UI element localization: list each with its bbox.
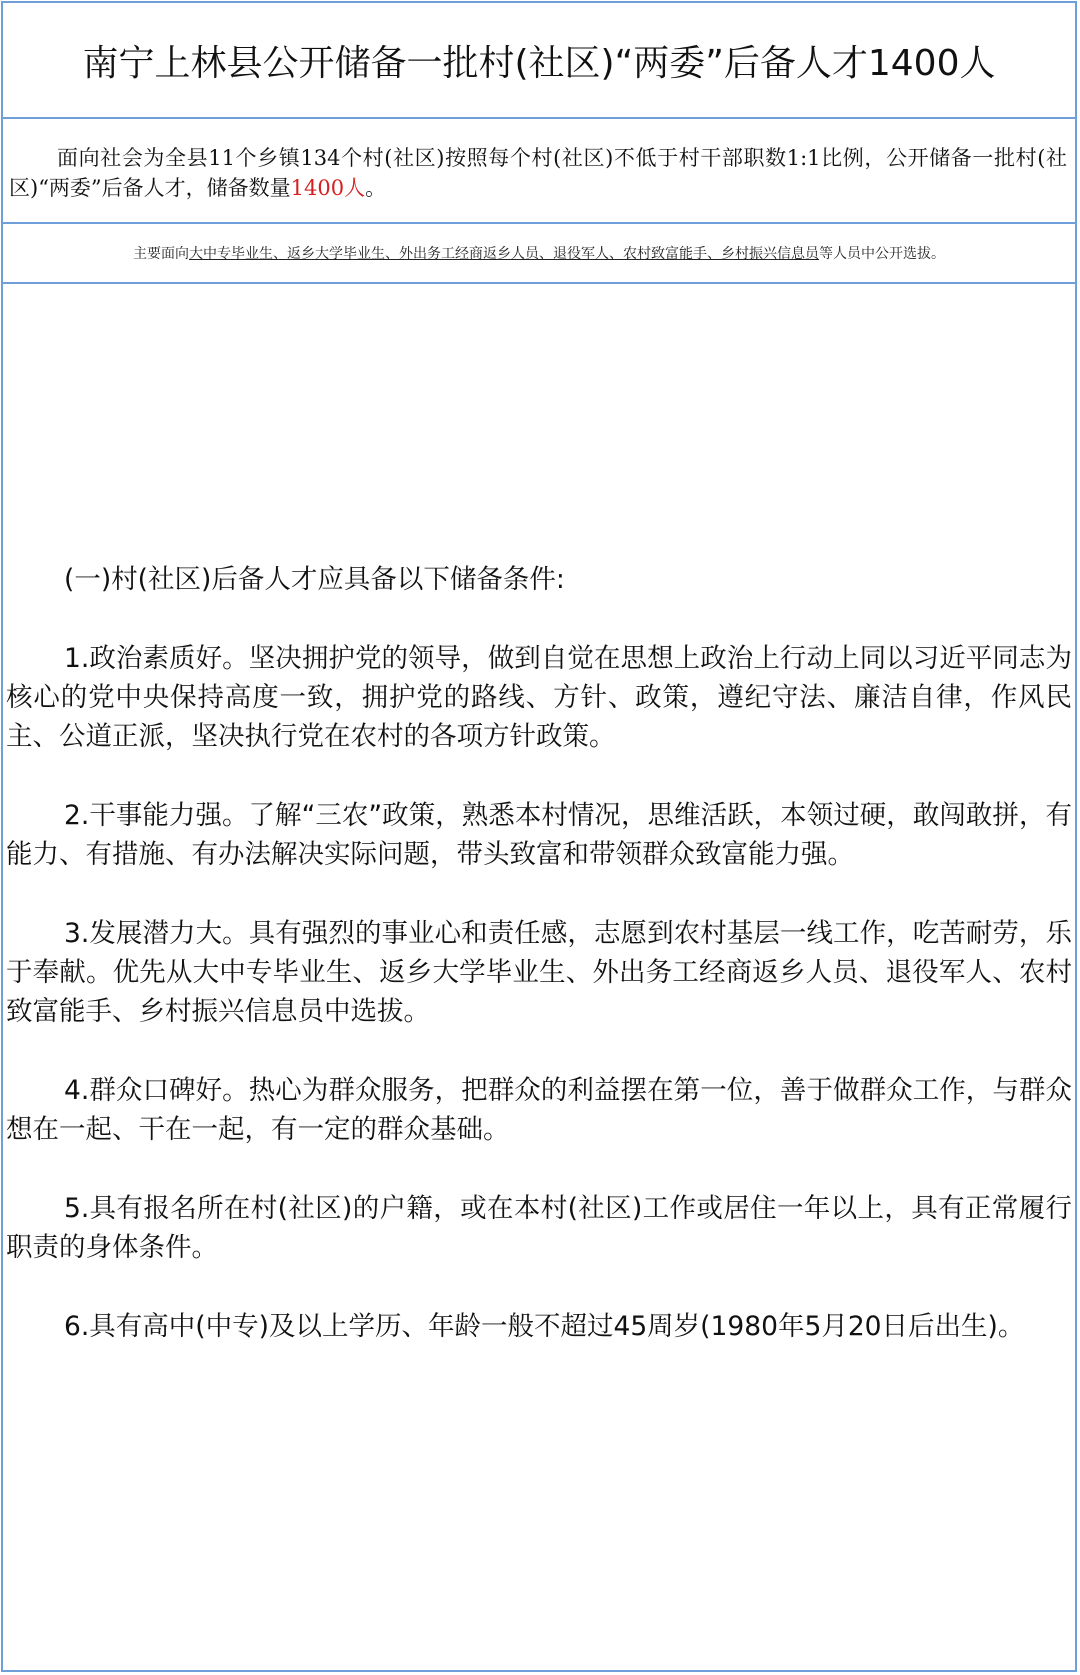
condition-item: 3.发展潜力大。具有强烈的事业心和责任感，志愿到农村基层一线工作，吃苦耐劳，乐于奉献。优先从大中专毕业生、返乡大学毕业生、外出务工经商返乡人员、退役军人、农村致富能手、乡村振兴信息员中选拔。 bbox=[6, 918, 1072, 1027]
intro-box bbox=[1, 117, 1077, 224]
intro-paragraph bbox=[9, 143, 1067, 203]
target-groups-prefix: 主要面向 bbox=[133, 246, 189, 262]
intro-text: 面向社会为全县11个乡镇134个村(社区)按照每个村(社区)不低于村干部职数1:1比例，公开储备一批村(社区)“两委”后备人才，储备数量 bbox=[9, 146, 1067, 200]
conditions-heading: (一)村(社区)后备人才应具备以下储备条件: bbox=[64, 564, 565, 595]
condition-item: 6.具有高中(中专)及以上学历、年龄一般不超过45周岁(1980年5月20日后出生)。 bbox=[64, 1311, 1025, 1342]
sub-box bbox=[1, 222, 1077, 284]
conditions-section bbox=[6, 560, 1072, 1386]
target-groups-note bbox=[133, 243, 945, 263]
reserve-count: 1400人 bbox=[290, 176, 366, 200]
condition-item: 1.政治素质好。坚决拥护党的领导，做到自觉在思想上政治上行动上同以习近平同志为核心的党中央保持高度一致，拥护党的路线、方针、政策，遵纪守法、廉洁自律，作风民主、公道正派，坚决执行党在农村的各项方针政策。 bbox=[6, 643, 1072, 752]
condition-item: 5.具有报名所在村(社区)的户籍，或在本村(社区)工作或居住一年以上，具有正常履行职责的身体条件。 bbox=[6, 1193, 1072, 1263]
target-groups-list: 大中专毕业生、返乡大学毕业生、外出务工经商返乡人员、退役军人、农村致富能手、乡村振兴信息员 bbox=[189, 246, 819, 262]
page-title: 南宁上林县公开储备一批村(社区)“两委”后备人才1400人 bbox=[82, 42, 996, 84]
target-groups-suffix: 等人员中公开选拔。 bbox=[819, 246, 945, 262]
title-box bbox=[1, 1, 1077, 119]
condition-item: 4.群众口碑好。热心为群众服务，把群众的利益摆在第一位，善于做群众工作，与群众想在一起、干在一起，有一定的群众基础。 bbox=[6, 1075, 1072, 1145]
condition-item: 2.干事能力强。了解“三农”政策，熟悉本村情况，思维活跃，本领过硬，敢闯敢拼，有能力、有措施、有办法解决实际问题，带头致富和带领群众致富能力强。 bbox=[6, 800, 1072, 870]
intro-text-end: 。 bbox=[365, 176, 387, 200]
